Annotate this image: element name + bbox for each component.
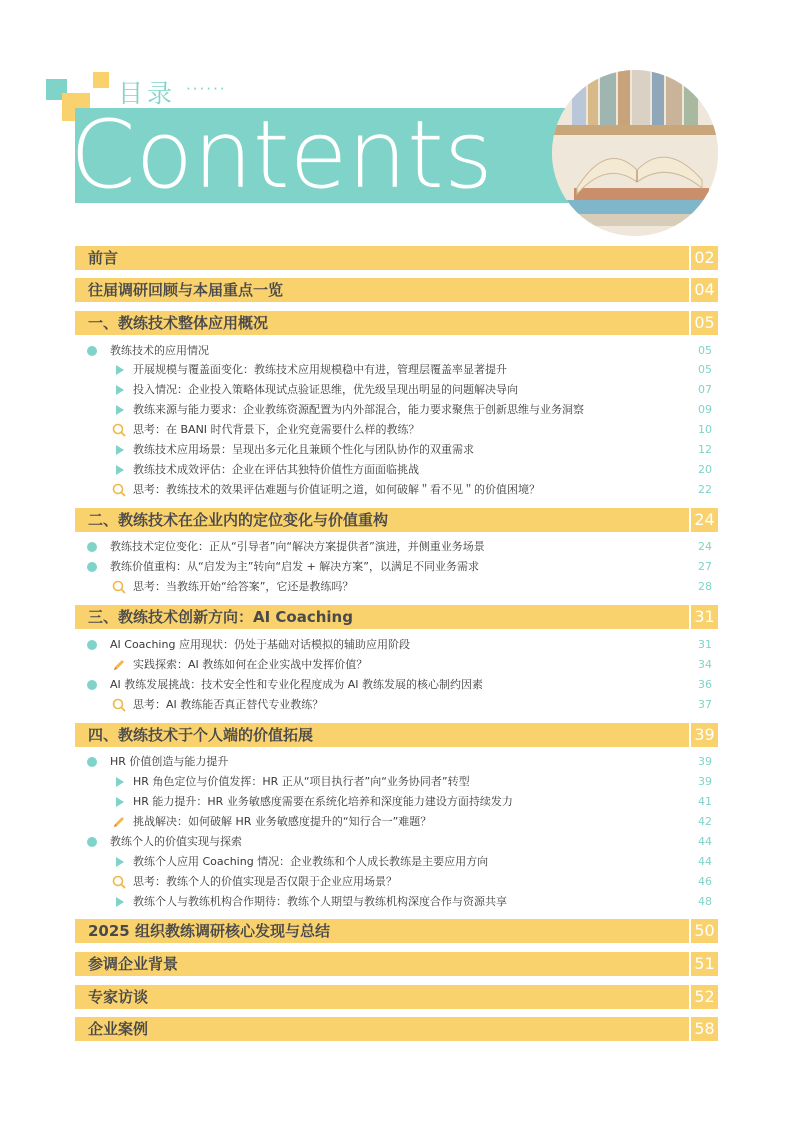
section-title: 一、教练技术整体应用概况 [88,314,269,332]
section-title: 往届调研回顾与本届重点一览 [88,281,284,299]
entry-page: 34 [698,658,712,671]
toc-entry[interactable] [75,461,718,479]
section-title: 三、教练技术创新方向：AI Coaching [88,608,353,626]
entry-text: 教练技术应用场景：呈现出多元化且兼顾个性化与团队协作的双重需求 [133,443,474,456]
toc-entry[interactable] [75,441,718,459]
entry-text: HR 角色定位与价值发挥：HR 正从“项目执行者”向“业务协同者”转型 [133,775,470,788]
entry-page: 37 [698,698,712,711]
entry-text: 实践探索：AI 教练如何在企业实战中发挥价值？ [133,658,368,671]
entry-page: 10 [698,423,712,436]
section-page: 05 [689,311,718,335]
entry-page: 09 [698,403,712,416]
section-title: 2025 组织教练调研核心发现与总结 [88,922,330,940]
arrow-icon [116,777,124,787]
entry-text: AI 教练发展挑战：技术安全性和专业化程度成为 AI 教练发展的核心制约因素 [110,678,484,691]
entry-text: HR 能力提升：HR 业务敏感度需要在系统化培养和深度能力建设方面持续发力 [133,795,513,808]
entry-text: 挑战解决：如何破解 HR 业务敏感度提升的“知行合一”难题？ [133,815,432,828]
entry-page: 20 [698,463,712,476]
magnifier-icon [112,580,126,594]
entry-text: 教练来源与能力要求：企业教练资源配置为内外部混合，能力要求聚焦于创新思维与业务洞察 [133,403,584,416]
entry-page: 27 [698,560,712,573]
mulu-dots: ······ [186,80,227,98]
arrow-icon [116,465,124,475]
toc-entry[interactable] [75,773,718,791]
pencil-icon [112,815,126,829]
arrow-icon [116,797,124,807]
entry-text: 思考：教练个人的价值实现是否仅限于企业应用场景？ [133,875,397,888]
section-2[interactable] [75,508,718,532]
entry-text: 开展规模与覆盖面变化：教练技术应用规模稳中有进，管理层覆盖率显著提升 [133,363,507,376]
entry-page: 07 [698,383,712,396]
section-page: 24 [689,508,718,532]
section-title: 四、教练技术于个人端的价值拓展 [88,726,314,744]
arrow-icon [116,365,124,375]
toc-entry[interactable] [75,676,718,694]
section-title: 专家访谈 [88,988,149,1006]
bullet-icon [87,542,97,552]
arrow-icon [116,857,124,867]
toc-entry[interactable] [75,636,718,654]
bullet-icon [87,640,97,650]
entry-page: 05 [698,344,712,357]
toc-entry[interactable] [75,481,718,499]
bullet-icon [87,837,97,847]
toc-entry[interactable] [75,578,718,596]
section-page: 58 [689,1017,718,1041]
section-page: 51 [689,952,718,976]
mulu-heading: 目录 [118,79,177,108]
section-title: 参调企业背景 [88,955,179,973]
entry-text: 教练技术成效评估：企业在评估其独特价值性方面面临挑战 [133,463,419,476]
section-page: 52 [689,985,718,1009]
entry-text: 思考：教练技术的效果评估难题与价值证明之道，如何破解＂看不见＂的价值困境？ [133,483,540,496]
entry-text: 教练个人应用 Coaching 情况：企业教练和个人成长教练是主要应用方向 [133,855,489,868]
section-preface[interactable] [75,246,718,270]
toc-entry[interactable] [75,853,718,871]
pencil-icon [112,658,126,672]
entry-page: 39 [698,775,712,788]
section-page: 39 [689,723,718,747]
arrow-icon [116,445,124,455]
entry-page: 22 [698,483,712,496]
decor-square-yellow-small [93,72,109,88]
entry-page: 39 [698,755,712,768]
entry-text: 思考：当教练开始“给答案”，它还是教练吗？ [133,580,354,593]
magnifier-icon [112,875,126,889]
section-background[interactable] [75,952,718,976]
book-photo [552,70,718,236]
entry-page: 05 [698,363,712,376]
magnifier-icon [112,483,126,497]
section-title: 前言 [88,249,119,267]
section-review[interactable] [75,278,718,302]
section-summary[interactable] [75,919,718,943]
toc-entry[interactable] [75,656,718,674]
section-interviews[interactable] [75,985,718,1009]
bullet-icon [87,562,97,572]
section-cases[interactable] [75,1017,718,1041]
section-3[interactable] [75,605,718,629]
book-illustration [552,70,718,236]
entry-text: 教练个人与教练机构合作期待：教练个人期望与教练机构深度合作与资源共享 [133,895,507,908]
section-page: 04 [689,278,718,302]
toc-entry[interactable] [75,696,718,714]
entry-text: 教练个人的价值实现与探索 [110,835,242,848]
entry-page: 41 [698,795,712,808]
toc-entry[interactable] [75,558,718,576]
toc-entry[interactable] [75,813,718,831]
entry-page: 28 [698,580,712,593]
arrow-icon [116,897,124,907]
entry-text: HR 价值创造与能力提升 [110,755,229,768]
toc-entry[interactable] [75,361,718,379]
entry-text: 思考：在 BANI 时代背景下，企业究竟需要什么样的教练？ [133,423,420,436]
entry-text: 教练技术的应用情况 [110,344,209,357]
entry-page: 36 [698,678,712,691]
toc-entry[interactable] [75,381,718,399]
entry-page: 31 [698,638,712,651]
bullet-icon [87,680,97,690]
toc-entry[interactable] [75,421,718,439]
toc-entry[interactable] [75,401,718,419]
entry-page: 44 [698,835,712,848]
bullet-icon [87,757,97,767]
toc-entry[interactable] [75,538,718,556]
contents-title: Contents [70,101,493,210]
toc-entry[interactable] [75,873,718,891]
toc-entry[interactable] [75,342,718,360]
entry-page: 44 [698,855,712,868]
bullet-icon [87,346,97,356]
entry-text: 投入情况：企业投入策略体现试点验证思维，优先级呈现出明显的问题解决导向 [133,383,518,396]
section-1[interactable] [75,311,718,335]
entry-text: 教练价值重构：从“启发为主”转向“启发 + 解决方案”，以满足不同业务需求 [110,560,480,573]
entry-page: 42 [698,815,712,828]
section-title: 二、教练技术在企业内的定位变化与价值重构 [88,511,389,529]
entry-text: 思考：AI 教练能否真正替代专业教练？ [133,698,324,711]
section-4[interactable] [75,723,718,747]
entry-page: 48 [698,895,712,908]
entry-page: 46 [698,875,712,888]
entry-text: 教练技术定位变化：正从“引导者”向“解决方案提供者”演进，并侧重业务场景 [110,540,485,553]
toc-entry[interactable] [75,793,718,811]
section-page: 02 [689,246,718,270]
toc-entry[interactable] [75,833,718,851]
arrow-icon [116,385,124,395]
entry-page: 24 [698,540,712,553]
section-title: 企业案例 [88,1020,149,1038]
magnifier-icon [112,698,126,712]
magnifier-icon [112,423,126,437]
section-page: 50 [689,919,718,943]
arrow-icon [116,405,124,415]
toc-entry[interactable] [75,753,718,771]
section-page: 31 [689,605,718,629]
entry-page: 12 [698,443,712,456]
entry-text: AI Coaching 应用现状：仍处于基础对话模拟的辅助应用阶段 [110,638,410,651]
toc-entry[interactable] [75,893,718,911]
